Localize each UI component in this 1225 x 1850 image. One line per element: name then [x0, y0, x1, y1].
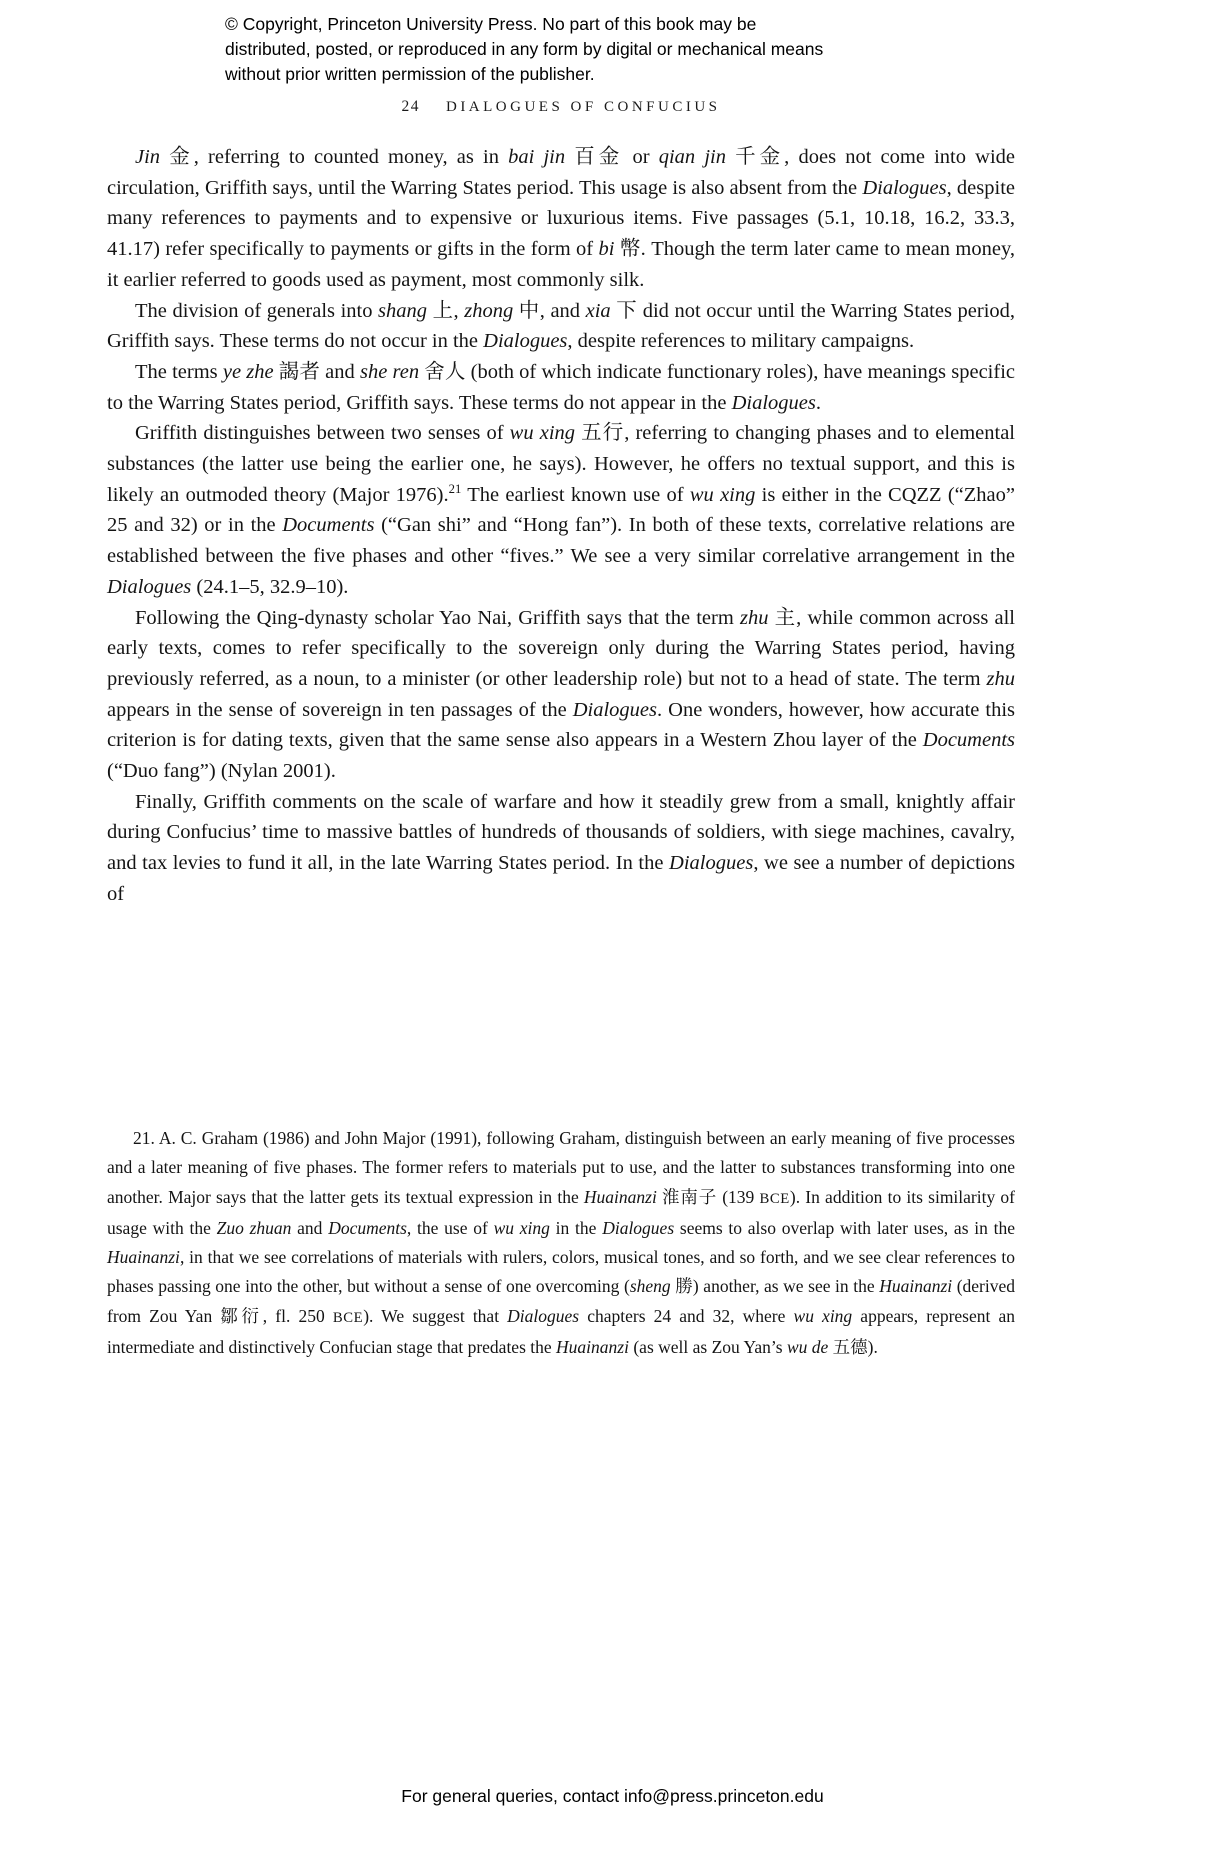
copyright-notice: © Copyright, Princeton University Press. No part of this book may be distributed, posted, or reproduced in any form by digital or mechanical means without prior written permission of the publisher. [225, 14, 824, 85]
body-paragraph: Following the Qing-dynasty scholar Yao Nai, Griffith says that the term zhu 主, while common across all early texts, comes to refer specifically to the sovereign only during the Warring States period, having previously referred, as a noun, to a minister (or other leadership role) but not to a head of state. The term zhu appears in the sense of sovereign in ten passages of the Dialogues. One wonders, however, how accurate this criterion is for dating texts, given that the same sense also appears in a Western Zhou layer of the Documents (“Duo fang”) (Nylan 2001). [107, 606, 1015, 783]
footnotes [107, 1124, 1015, 1362]
body-paragraph: Finally, Griffith comments on the scale of warfare and how it steadily grew from a small, knightly affair during Confucius’ time to massive battles of hundreds of thousands of soldiers, with siege machines, cavalry, and tax levies to fund it all, in the late Warring States period. In the Dialogues, we see a number of depictions of [107, 790, 1016, 905]
footer-queries: For general queries, contact info@press.princeton.edu [401, 1786, 824, 1806]
page-number: 24 [401, 98, 420, 115]
running-head [107, 98, 1015, 116]
footnote-paragraph: 21. A. C. Graham (1986) and John Major (1991), following Graham, distinguish between an early meaning of five processes and a later meaning of five phases. The former refers to materials put to use, and the latter to substances transforming into one another. Major says that the latter gets its textual expression in the Huainanzi 淮南子 (139 BCE). In addition to its similarity of usage with the Zuo zhuan and Documents, the use of wu xing in the Dialogues seems to also overlap with later uses, as in the Huainanzi, in that we see correlations of materials with rulers, colors, musical tones, and so forth, and we see clear references to phases passing one into the other, but without a sense of one overcoming (sheng 勝) another, as we see in the Huainanzi (derived from Zou Yan 鄒衍, fl. 250 BCE). We suggest that Dialogues chapters 24 and 32, where wu xing appears, represent an intermediate and distinctively Confucian stage that predates the Huainanzi (as well as Zou Yan’s wu de 五德). [107, 1128, 1015, 1358]
body-paragraph: Jin 金, referring to counted money, as in bai jin 百金 or qian jin 千金, does not come into wide circulation, Griffith says, until the Warring States period. This usage is also absent from the Dialogues, despite many references to payments and to expensive or luxurious items. Five passages (5.1, 10.18, 16.2, 33.3, 41.17) refer specifically to payments or gifts in the form of bi 幣. Though the term later came to mean money, it earlier referred to goods used as payment, most commonly silk. [107, 146, 1016, 291]
body-paragraph: The division of generals into shang 上, zhong 中, and xia 下 did not occur until the Warring States period, Griffith says. These terms do not occur in the Dialogues, despite references to military campaigns. [107, 299, 1016, 353]
footnote-reference: 21 [448, 481, 462, 496]
body-paragraph: Griffith distinguishes between two senses of wu xing 五行, referring to changing phases and to elemental substances (the latter use being the earlier one, he says). However, he offers no textual support, and this is likely an outmoded theory (Major 1976).$^{21}$ The earliest known use of wu xing is either in the CQZZ (“Zhao” 25 and 32) or in the Documents (“Gan shi” and “Hong fan”). In both of these texts, correlative relations are established between the five phases and other “fives.” We see a very similar correlative arrangement in the Dialogues (24.1–5, 32.9–10). [107, 422, 1016, 598]
body-paragraph: The terms ye zhe 謁者 and she ren 舍人 (both of which indicate functionary roles), have meanings specific to the Warring States period, Griffith says. These terms do not appear in the Dialogues. [107, 360, 1015, 414]
body-text [107, 142, 1015, 910]
running-head-title: DIALOGUES OF CONFUCIUS [445, 99, 721, 115]
